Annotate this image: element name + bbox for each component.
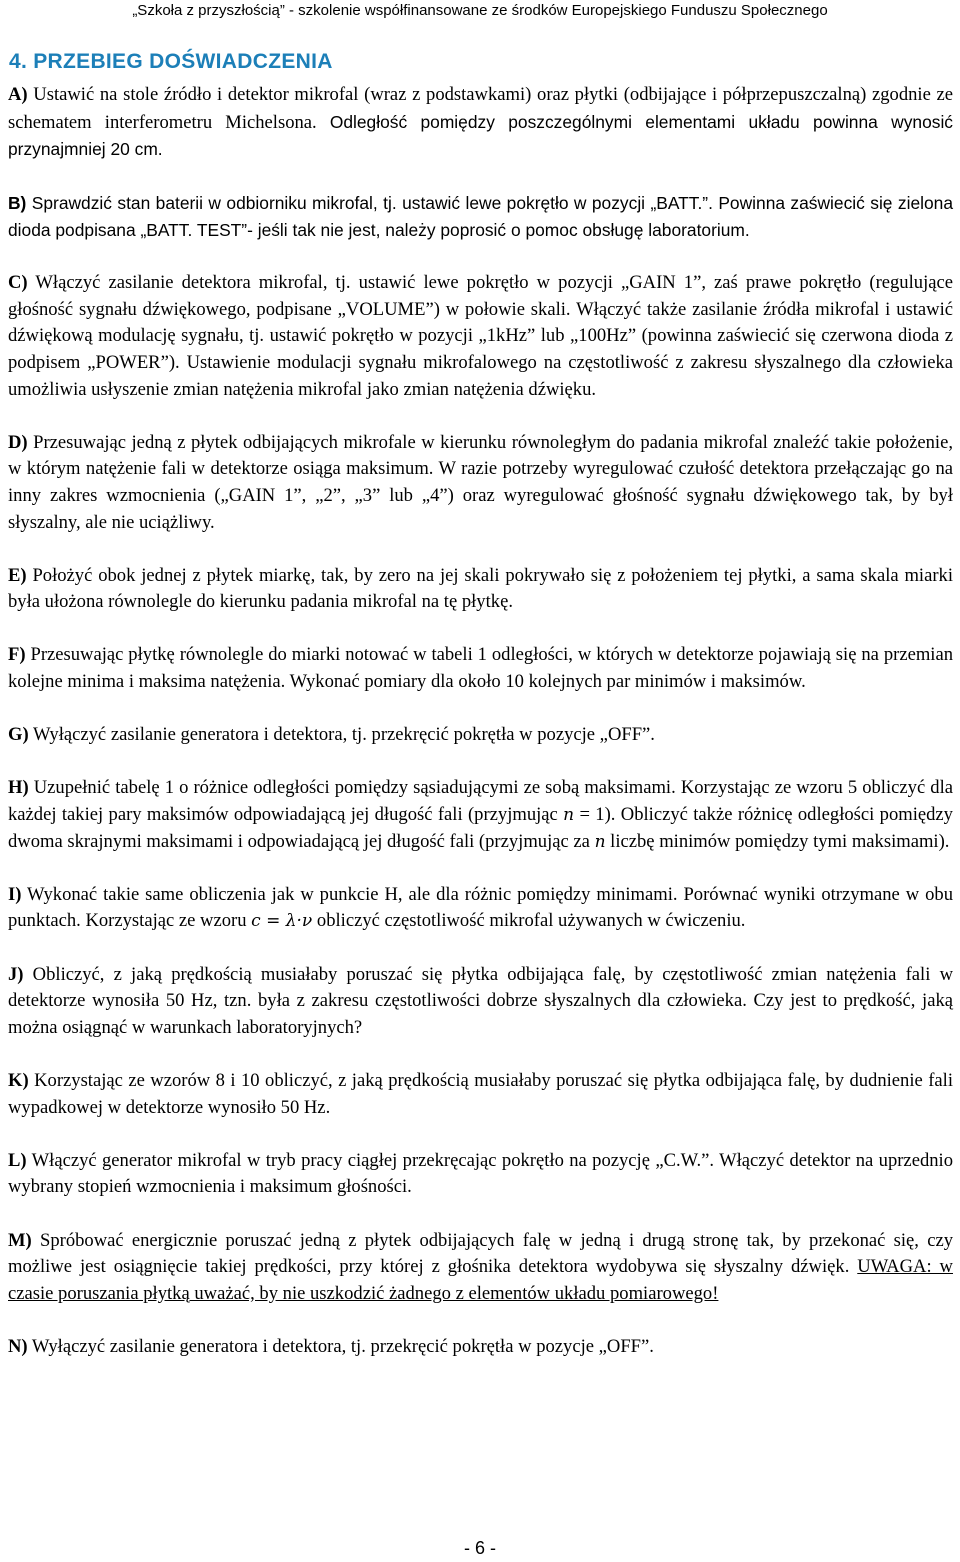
section-title: 4. PRZEBIEG DOŚWIADCZENIA	[9, 50, 333, 73]
step-c	[8, 270, 953, 403]
warning-text: UWAGA: w czasie poruszania płytką uważać, by nie uszkodzić żadnego z elementów układu pomiarowego!	[8, 1256, 953, 1304]
step-text: Położyć obok jednej z płytek miarkę, tak, by zero na jej skali pokrywało się z położeniem tej płytki, a sama skala miarki była ułożona równolegle do kierunku padania mikrofal na tę płytkę.	[8, 564, 953, 613]
step-text: Ustawić na stole źródło i detektor mikrofal (wraz z podstawkami) oraz płytki (odbijające i półprzepuszczalną) zgodnie ze schematem interferometru Michelsona.	[8, 84, 953, 133]
step-text: Korzystając ze wzorów 8 i 10 obliczyć, z jaką prędkością musiałaby poruszać się płytka odbijająca falę, by dudnienie fali wypadkowej w detektorze wynosiło 50 Hz.	[8, 1069, 953, 1118]
step-letter: H)	[8, 777, 29, 799]
page-header: „Szkoła z przyszłością” - szkolenie współfinansowane ze środków Europejskiego Funduszu Społecznego	[132, 2, 828, 19]
step-i	[8, 882, 953, 935]
step-a	[8, 82, 953, 164]
math-variable: n	[594, 831, 606, 852]
step-letter: D)	[8, 431, 28, 453]
step-k	[8, 1068, 953, 1121]
step-text: Wykonać takie same obliczenia jak w punkcie H, ale dla różnic pomiędzy minimami. Porównać wyniki otrzymane w obu punktach. Korzystając ze wzoru	[8, 883, 953, 932]
step-letter: L)	[8, 1149, 27, 1171]
step-text: Uzupełnić tabelę 1 o różnice odległości pomiędzy sąsiadującymi ze sobą maksimami. Korzystając ze wzoru 5 obliczyć dla każdej takiej pary maksimów odpowiadającą jej długość fali (przyjmując	[8, 777, 953, 826]
instructions-body	[8, 82, 953, 1361]
step-e	[8, 563, 953, 616]
step-letter: G)	[8, 724, 29, 746]
math-variable: n	[563, 805, 575, 826]
step-letter: E)	[8, 564, 27, 586]
step-letter: M)	[8, 1229, 32, 1251]
step-letter: A)	[8, 84, 28, 105]
step-text: Obliczyć, z jaką prędkością musiałaby poruszać się płytka odbijająca falę, by częstotliwość zmian natężenia fali w detektorze wynosiła 50 Hz, tzn. była z zakresu częstotliwości dobrze słyszalnych dla człowieka. Czy jest to prędkość, jaką można osiągnąć w warunkach laboratoryjnych?	[8, 963, 953, 1038]
step-text: Przesuwając płytkę równolegle do miarki notować w tabeli 1 odległości, w których w detektorze pojawiają się na przemian kolejne minima i maksima natężenia. Wykonać pomiary dla około 10 kolejnych par minimów i maksimów.	[8, 644, 953, 693]
step-letter: K)	[8, 1069, 29, 1091]
step-f	[8, 642, 953, 695]
step-letter: F)	[8, 644, 26, 666]
step-l	[8, 1148, 953, 1201]
step-n	[8, 1334, 953, 1361]
step-text: obliczyć częstotliwość mikrofal używanych w ćwiczeniu.	[312, 910, 746, 932]
step-letter: B)	[8, 193, 27, 214]
step-g	[8, 722, 953, 749]
step-letter: I)	[8, 883, 22, 905]
step-letter: J)	[8, 963, 24, 985]
step-text: liczbę minimów pomiędzy tymi maksimami).	[605, 830, 950, 852]
step-text: Sprawdzić stan baterii w odbiorniku mikrofal, tj. ustawić lewe pokrętło w pozycji „BATT.”. Powinna zaświecić się zielona dioda podpisana „BATT. TEST”- jeśli tak nie jest, należy poprosić o pomoc obsługę laboratorium.	[8, 193, 953, 240]
step-text: Włączyć generator mikrofal w tryb pracy ciągłej przekręcając pokrętło na pozycję „C.W.”. Włączyć detektor na uprzednio wybrany stopień wzmocnienia i maksimum głośności.	[8, 1149, 953, 1198]
step-text: Przesuwając jedną z płytek odbijających mikrofale w kierunku równoległym do padania mikrofal znaleźć takie położenie, w którym natężenie fali w detektorze osiąga maksimum. W razie potrzeby wyregulować czułość detektora przełączając go na inny zakres wzmocnienia („GAIN 1”, „2”, „3” lub „4”) oraz wyregulować głośność sygnału dźwiękowego tak, by był słyszalny, ale nie uciążliwy.	[8, 431, 953, 533]
step-text: Włączyć zasilanie detektora mikrofal, tj. ustawić lewe pokrętło w pozycji „GAIN 1”, zaś prawe pokrętło (regulujące głośność sygnału dźwiękowego, podpisane „VOLUME”) w połowie skali. Włączyć także zasilanie źródła mikrofal i ustawić dźwiękową modulację sygnału, tj. ustawić pokrętło w pozycji „1kHz” lub „100Hz” (powinna zaświecić się czerwona dioda z podpisem „POWER”). Ustawienie modulacji sygnału mikrofalowego na częstotliwość z zakresu słyszalnego dla człowieka umożliwia usłyszenie zmian natężenia mikrofal jako zmian natężenia dźwięku.	[8, 272, 953, 400]
step-text: Wyłączyć zasilanie generatora i detektora, tj. przekręcić pokrętła w pozycje „OFF”.	[27, 1335, 654, 1357]
step-text: Odległość pomiędzy poszczególnymi elementami układu powinna wynosić przynajmniej 20 cm.	[8, 111, 953, 160]
step-j	[8, 962, 953, 1042]
formula: c = λ·ν	[251, 911, 313, 932]
step-letter: C)	[8, 272, 28, 294]
step-d	[8, 430, 953, 536]
step-letter: N)	[8, 1335, 28, 1357]
step-b	[8, 190, 953, 243]
page-number: - 6 -	[463, 1538, 496, 1558]
step-m	[8, 1228, 953, 1308]
step-text: Spróbować energicznie poruszać jedną z płytek odbijających falę w jedną i drugą stronę tak, by przekonać się, czy możliwe jest osiągnięcie takiej prędkości, przy której z głośnika detektora wydobywa się słyszalny dźwięk.	[8, 1229, 953, 1278]
step-text: Wyłączyć zasilanie generatora i detektora, tj. przekręcić pokrętła w pozycje „OFF”.	[28, 724, 655, 746]
step-text: = 1). Obliczyć także różnicę odległości pomiędzy dwoma skrajnymi maksimami i odpowiadającą jej długość fali (przyjmując za	[8, 804, 953, 852]
step-h	[8, 775, 953, 855]
